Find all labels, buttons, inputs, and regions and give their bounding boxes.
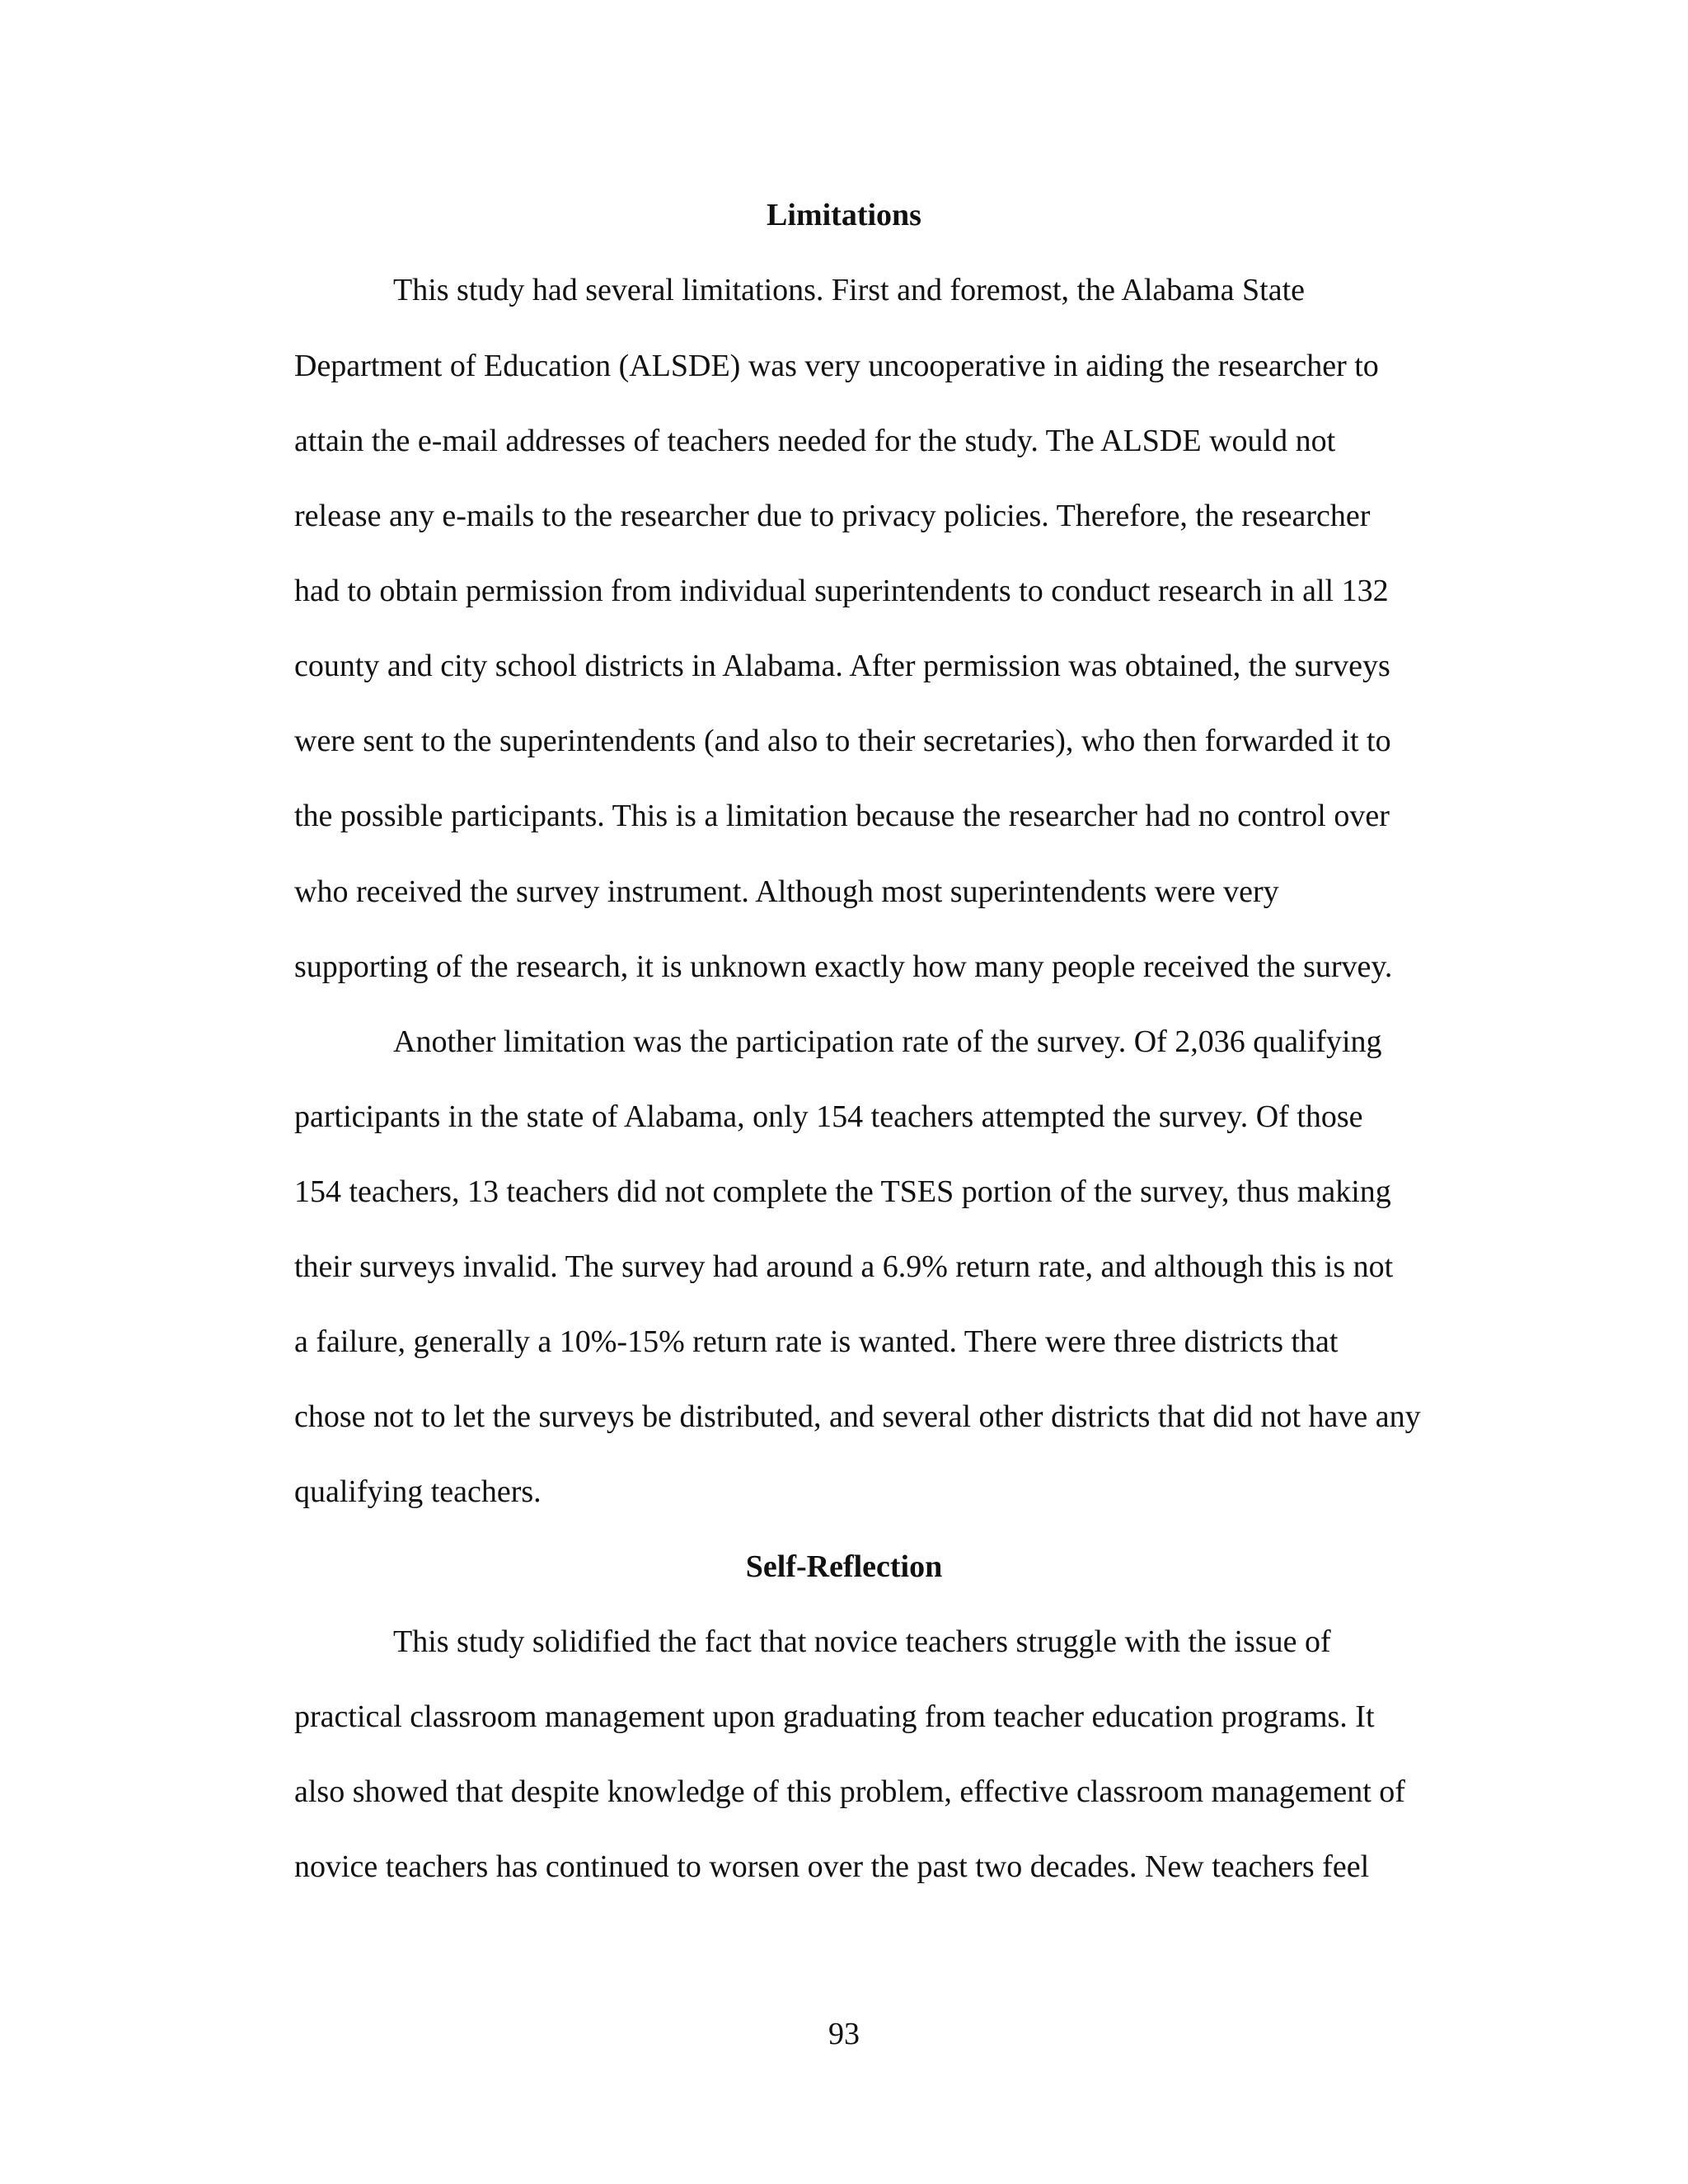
paragraph-line: were sent to the superintendents (and also to their secretaries), who then forwarded it to xyxy=(294,724,1391,758)
paragraph-line: qualifying teachers. xyxy=(294,1474,542,1509)
section-heading-self-reflection: Self-Reflection xyxy=(745,1549,943,1584)
paragraph-line: the possible participants. This is a limitation because the researcher had no control over xyxy=(294,799,1390,833)
paragraph-line: practical classroom management upon graduating from teacher education programs. It xyxy=(294,1699,1375,1734)
paragraph-line: Another limitation was the participation rate of the survey. Of 2,036 qualifying xyxy=(393,1024,1382,1059)
paragraph-line: chose not to let the surveys be distributed, and several other districts that did not have any xyxy=(294,1399,1421,1434)
paragraph-line: who received the survey instrument. Although most superintendents were very xyxy=(294,874,1279,909)
paragraph-line: had to obtain permission from individual superintendents to conduct research in all 132 xyxy=(294,574,1389,608)
paragraph-line: supporting of the research, it is unknown exactly how many people received the survey. xyxy=(294,949,1393,984)
paragraph-line: This study solidified the fact that novice teachers struggle with the issue of xyxy=(393,1624,1331,1659)
section-heading-limitations: Limitations xyxy=(767,198,921,232)
paragraph-line: This study had several limitations. First and foremost, the Alabama State xyxy=(393,273,1306,307)
paragraph-line: novice teachers has continued to worsen over the past two decades. New teachers feel xyxy=(294,1849,1370,1884)
page-number: 93 xyxy=(828,2017,860,2051)
paragraph-line: attain the e-mail addresses of teachers needed for the study. The ALSDE would not xyxy=(294,424,1336,458)
paragraph-line: county and city school districts in Alabama. After permission was obtained, the surveys xyxy=(294,649,1390,683)
paragraph-line: a failure, generally a 10%-15% return rate is wanted. There were three districts that xyxy=(294,1324,1339,1359)
paragraph-line: 154 teachers, 13 teachers did not complete the TSES portion of the survey, thus making xyxy=(294,1174,1391,1209)
paragraph-line: their surveys invalid. The survey had around a 6.9% return rate, and although this is not xyxy=(294,1249,1394,1284)
paragraph-line: Department of Education (ALSDE) was very uncooperative in aiding the researcher to xyxy=(294,349,1379,383)
paragraph-line: release any e-mails to the researcher due to privacy policies. Therefore, the researcher xyxy=(294,499,1371,533)
paragraph-line: participants in the state of Alabama, only 154 teachers attempted the survey. Of those xyxy=(294,1099,1363,1134)
paragraph-line: also showed that despite knowledge of this problem, effective classroom management of xyxy=(294,1774,1405,1809)
